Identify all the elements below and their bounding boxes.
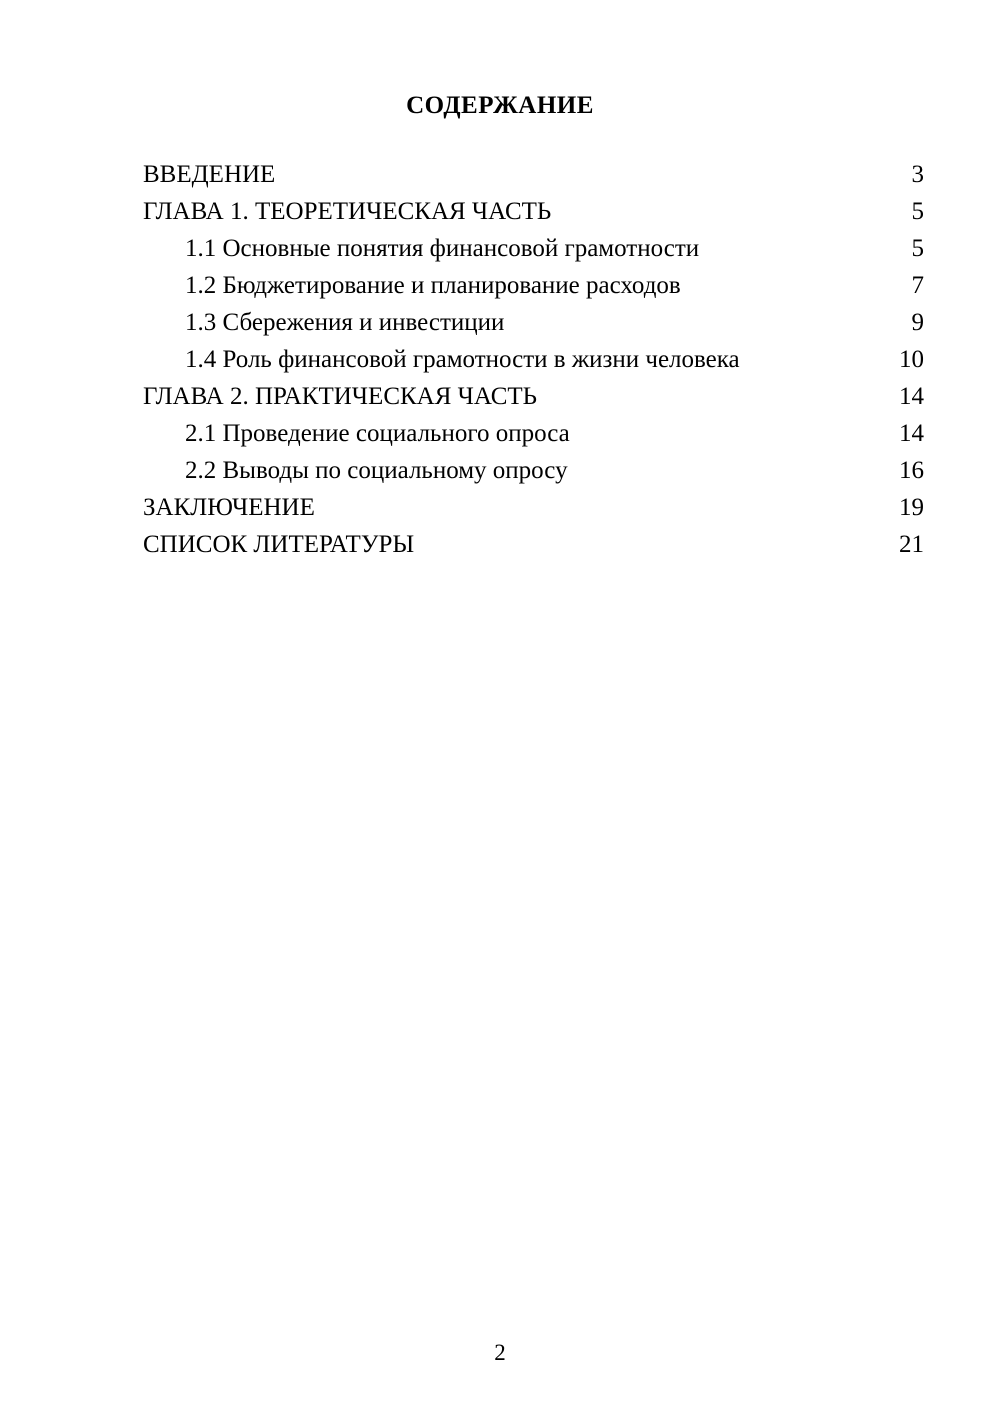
toc-entry[interactable]: [143, 310, 924, 347]
toc-entry-label: 2.1 Проведение социального опроса: [185, 420, 570, 447]
toc-entry-label: ГЛАВА 1. ТЕОРЕТИЧЕСКАЯ ЧАСТЬ: [143, 198, 552, 225]
toc-entry-label: 1.2 Бюджетирование и планирование расходов: [185, 272, 681, 299]
toc-entry-page: 5: [911, 198, 924, 225]
toc-entry-page: 14: [899, 383, 924, 410]
toc-entry-page: 3: [911, 161, 924, 188]
toc-entry-label: 1.3 Сбережения и инвестиции: [185, 309, 505, 336]
toc-entry[interactable]: [143, 384, 924, 421]
toc-entry-label: ГЛАВА 2. ПРАКТИЧЕСКАЯ ЧАСТЬ: [143, 383, 538, 410]
toc-entry-page: 9: [911, 309, 924, 336]
toc-entry-label: 1.4 Роль финансовой грамотности в жизни человека: [185, 346, 740, 373]
toc-entry-page: 10: [899, 346, 924, 373]
toc-entry-page: 7: [911, 272, 924, 299]
toc-entry-page: 14: [899, 420, 924, 447]
table-of-contents: [143, 162, 924, 569]
toc-entry-label: ЗАКЛЮЧЕНИЕ: [143, 494, 315, 521]
page-title: СОДЕРЖАНИЕ: [406, 92, 594, 119]
toc-entry-label: 2.2 Выводы по социальному опросу: [185, 457, 568, 484]
toc-entry-label: 1.1 Основные понятия финансовой грамотности: [185, 235, 700, 262]
toc-entry-page: 19: [899, 494, 924, 521]
toc-entry-page: 21: [899, 531, 924, 558]
toc-entry-page: 16: [899, 457, 924, 484]
toc-entry[interactable]: [143, 532, 924, 569]
toc-entry[interactable]: [143, 458, 924, 495]
toc-entry[interactable]: [143, 421, 924, 458]
toc-entry[interactable]: [143, 347, 924, 384]
page-number: 2: [494, 1340, 506, 1365]
toc-entry-label: ВВЕДЕНИЕ: [143, 161, 276, 188]
toc-entry-page: 5: [911, 235, 924, 262]
toc-entry[interactable]: [143, 495, 924, 532]
toc-entry[interactable]: [143, 162, 924, 199]
toc-entry[interactable]: [143, 199, 924, 236]
toc-entry[interactable]: [143, 273, 924, 310]
toc-entry[interactable]: [143, 236, 924, 273]
toc-entry-label: СПИСОК ЛИТЕРАТУРЫ: [143, 531, 415, 558]
